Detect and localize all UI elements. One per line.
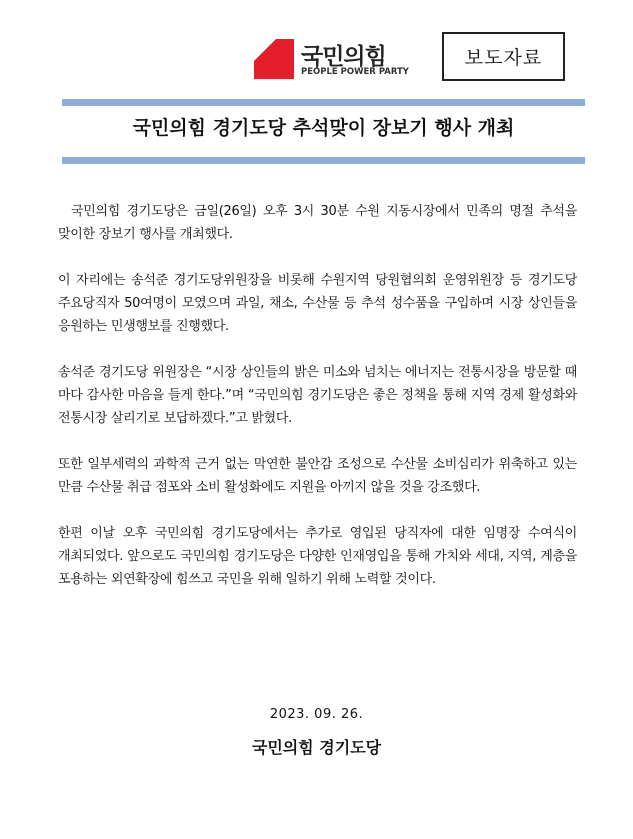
headline-rule-top bbox=[62, 99, 585, 106]
logo-subtitle: PEOPLE POWER PARTY bbox=[301, 67, 409, 77]
logo-name: 국민의힘 bbox=[301, 44, 386, 70]
headline: 국민의힘 경기도당 추석맞이 장보기 행사 개최 bbox=[132, 117, 515, 139]
paragraph: 이 자리에는 송석준 경기도당위원장을 비롯해 수원지역 당원협의회 운영위원장 등 경기도당 주요당직자 50여명이 모였으며 과일, 채소, 수산물 등 추석 성수품을 구입하며 시장 상인들을 응원하는 민생행보를 진행했다. bbox=[58, 273, 577, 334]
headline-rule-bottom bbox=[62, 157, 585, 164]
release-date: 2023. 09. 26. bbox=[269, 707, 364, 722]
issuing-organization: 국민의힘 경기도당 bbox=[251, 738, 382, 757]
paragraph: 국민의힘 경기도당은 금일(26일) 오후 3시 30분 수원 지동시장에서 민족의 명절 추석을 맞이한 장보기 행사를 개최했다. bbox=[58, 204, 577, 242]
press-release-badge: 보도자료 bbox=[442, 32, 565, 81]
paragraph: 한편 이날 오후 국민의힘 경기도당에서는 추가로 영입된 당직자에 대한 임명장 수여식이 개최되었다. 앞으로도 국민의힘 경기도당은 다양한 인재영입을 통해 가치와 세대, 지역, 계층을 포용하는 외연확장에 힘쓰고 국민을 위해 일하기 위해 노력할 것이다. bbox=[58, 526, 577, 587]
article-body bbox=[58, 200, 577, 614]
party-logo bbox=[254, 36, 409, 82]
party-logo-icon bbox=[254, 39, 294, 79]
paragraph: 또한 일부세력의 과학적 근거 없는 막연한 불안감 조성으로 수산물 소비심리가 위축하고 있는 만큼 수산물 취급 점포와 소비 활성화에도 지원을 아끼지 않을 것을 강조했다. bbox=[58, 457, 577, 495]
paragraph: 송석준 경기도당 위원장은 “시장 상인들의 밝은 미소와 넘치는 에너지는 전통시장을 방문할 때 마다 감사한 마음을 들게 한다.”며 “국민의힘 경기도당은 좋은 정책을 통해 지역 경제 활성화와 전통시장 살리기로 보답하겠다.”고 밝혔다. bbox=[58, 365, 577, 426]
